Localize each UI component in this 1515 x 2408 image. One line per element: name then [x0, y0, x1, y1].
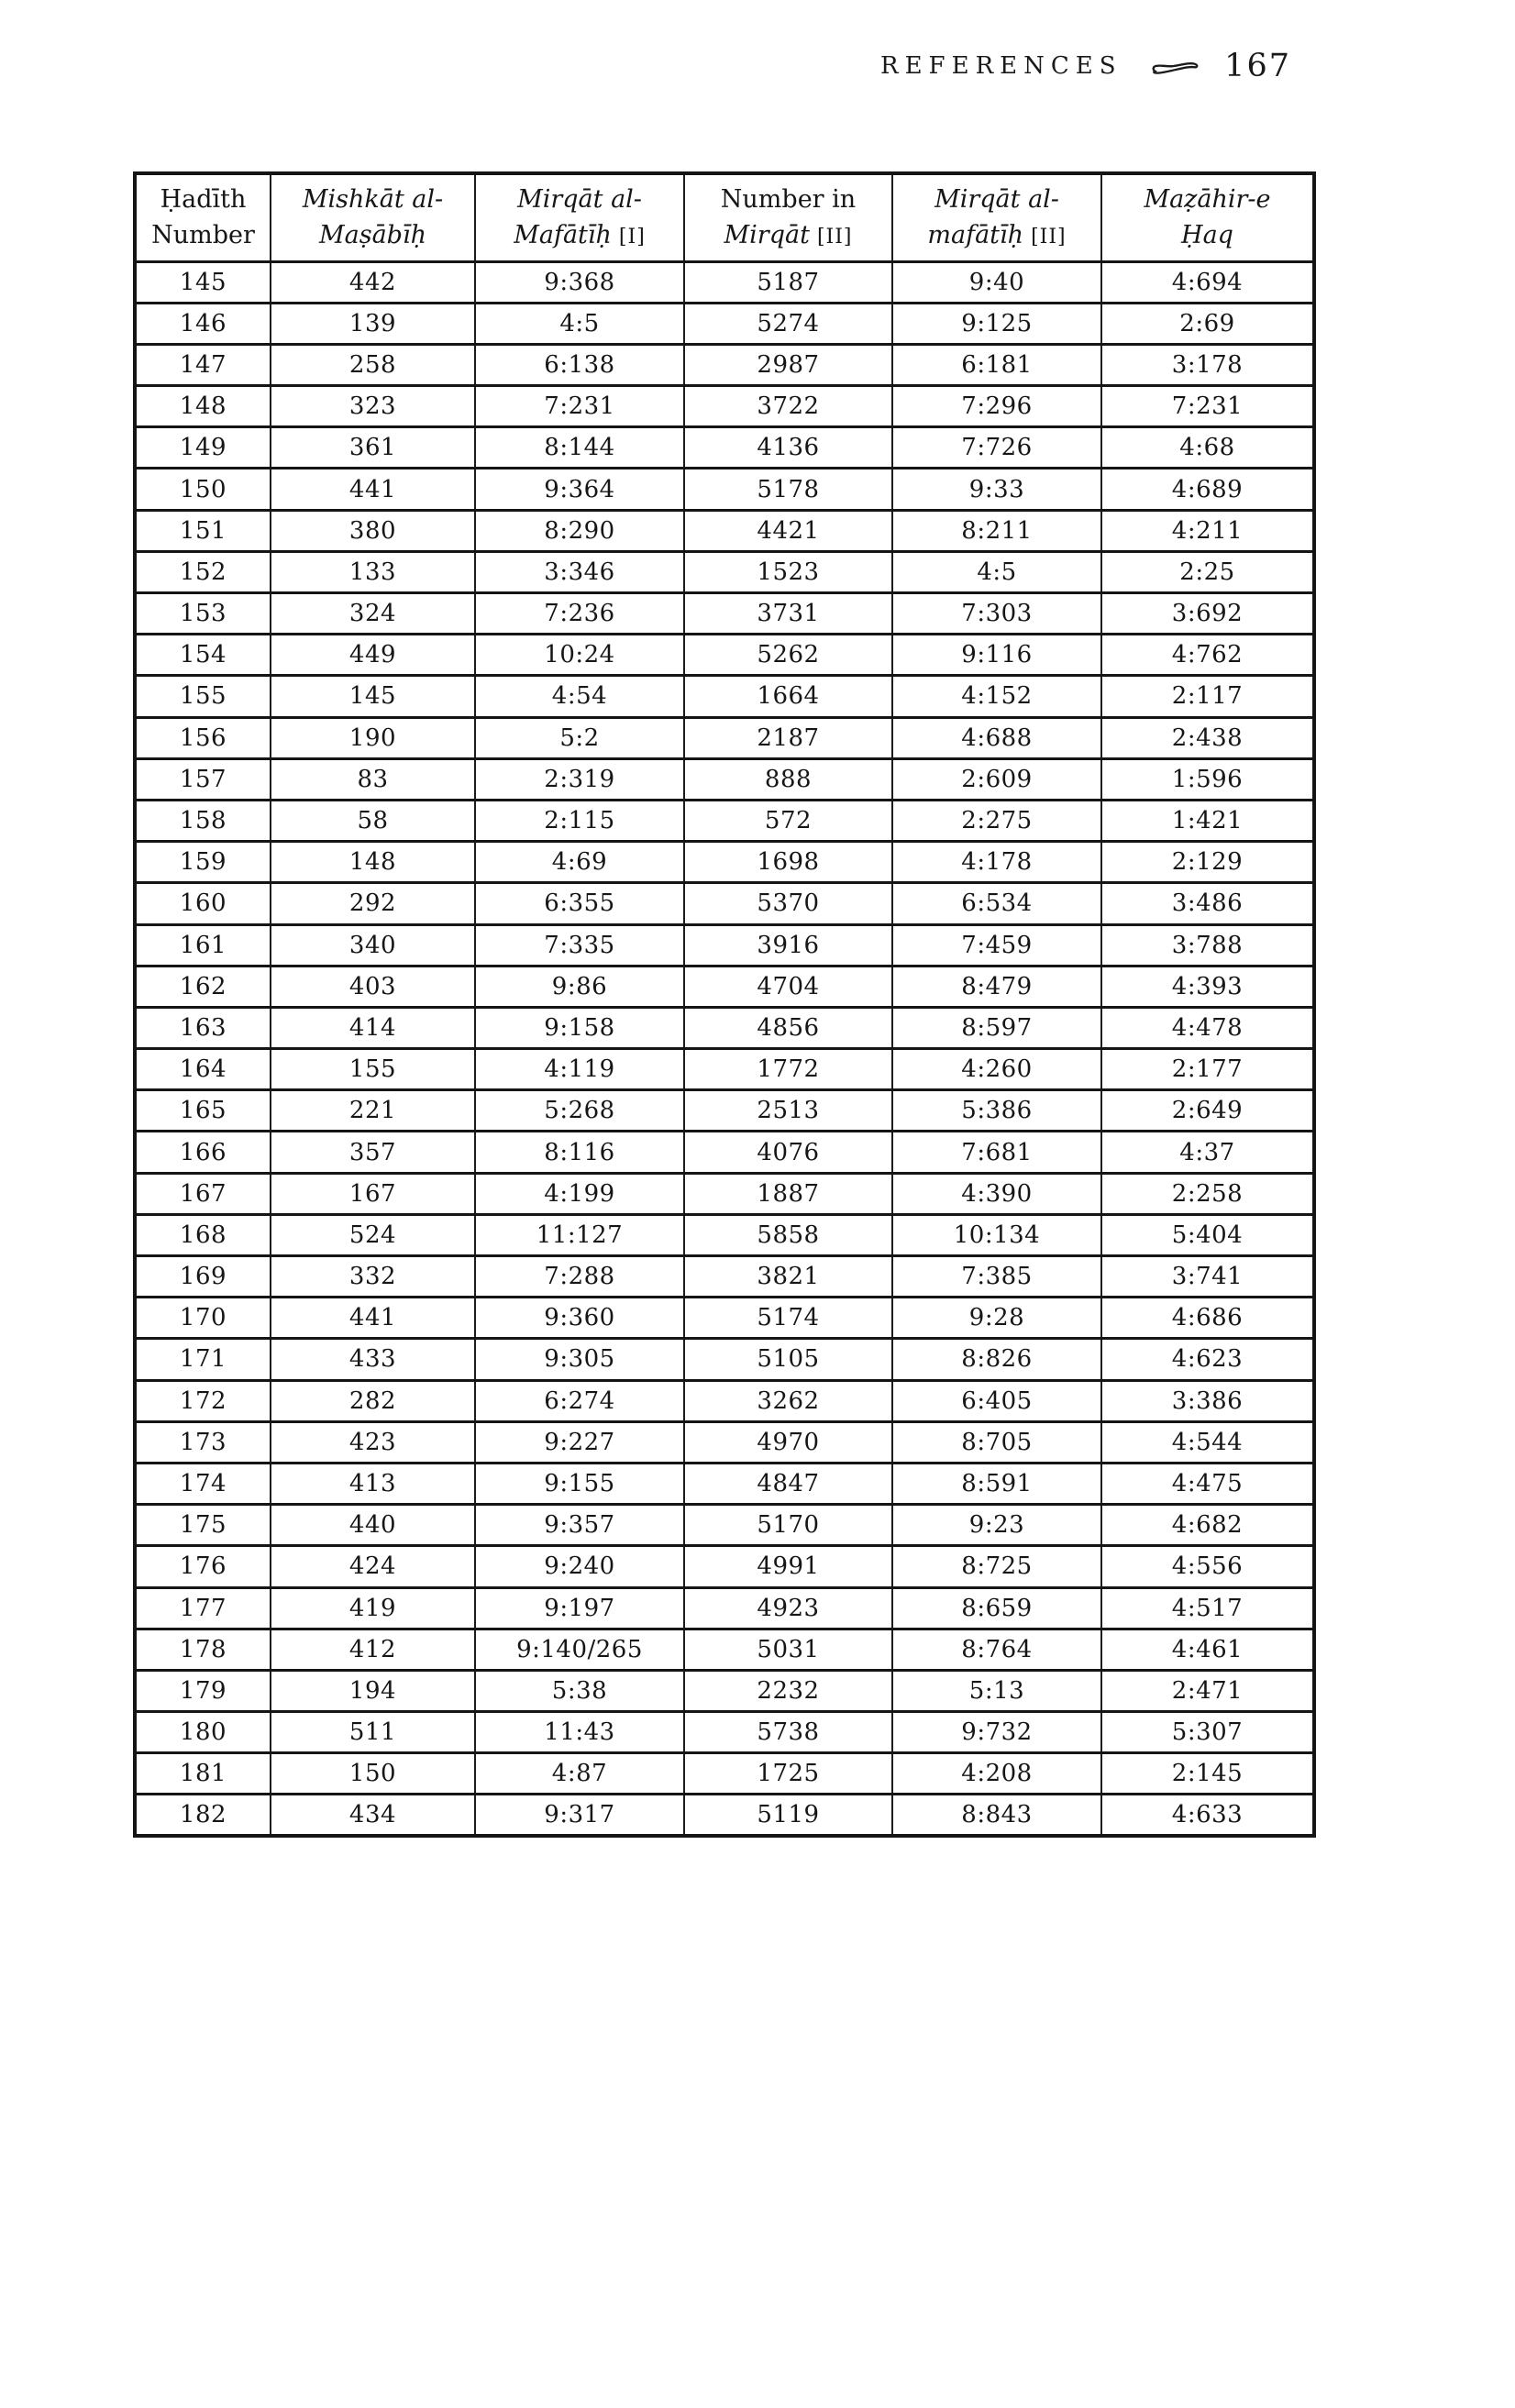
column-header-line: mafātīḥ	[927, 221, 1024, 250]
column-header-mazahir-e-haq	[1101, 173, 1314, 261]
table-row	[135, 510, 1314, 551]
cell-mirqat-al-mafatih-ii: 6:181	[892, 344, 1101, 385]
table-row	[135, 427, 1314, 469]
cell-mazahir-e-haq: 7:231	[1101, 386, 1314, 427]
table-row	[135, 1380, 1314, 1421]
cell-mazahir-e-haq: 3:178	[1101, 344, 1314, 385]
cell-mirqat-al-mafatih-i: 9:240	[475, 1546, 684, 1587]
table-row	[135, 1505, 1314, 1546]
cell-mazahir-e-haq: 4:211	[1101, 510, 1314, 551]
cell-mirqat-al-mafatih-i: 9:140/265	[475, 1629, 684, 1670]
cell-hadith-number: 145	[135, 261, 271, 303]
cell-mazahir-e-haq: 2:145	[1101, 1753, 1314, 1795]
cell-number-in-mirqat-ii: 5174	[684, 1298, 892, 1339]
cell-mazahir-e-haq: 2:25	[1101, 551, 1314, 592]
cell-mazahir-e-haq: 4:694	[1101, 261, 1314, 303]
cell-mirqat-al-mafatih-ii: 9:33	[892, 469, 1101, 510]
cell-mazahir-e-haq: 2:129	[1101, 842, 1314, 883]
cell-number-in-mirqat-ii: 4847	[684, 1463, 892, 1504]
cell-mazahir-e-haq: 4:393	[1101, 966, 1314, 1007]
cell-mirqat-al-mafatih-i: 9:158	[475, 1007, 684, 1048]
cell-hadith-number: 177	[135, 1587, 271, 1629]
table-row	[135, 469, 1314, 510]
cell-mazahir-e-haq: 2:471	[1101, 1670, 1314, 1711]
cell-hadith-number: 182	[135, 1795, 271, 1836]
header-row	[135, 173, 1314, 261]
cell-number-in-mirqat-ii: 888	[684, 758, 892, 800]
cell-mirqat-al-mafatih-ii: 8:843	[892, 1795, 1101, 1836]
cell-number-in-mirqat-ii: 2987	[684, 344, 892, 385]
cell-mazahir-e-haq: 2:258	[1101, 1173, 1314, 1214]
cell-number-in-mirqat-ii: 4421	[684, 510, 892, 551]
cell-mirqat-al-mafatih-i: 9:305	[475, 1339, 684, 1380]
cell-mishkat-al-masabih: 332	[271, 1256, 475, 1298]
cell-hadith-number: 154	[135, 635, 271, 676]
cell-mazahir-e-haq: 3:486	[1101, 883, 1314, 924]
cell-hadith-number: 159	[135, 842, 271, 883]
cell-mirqat-al-mafatih-ii: 2:275	[892, 800, 1101, 841]
cell-mirqat-al-mafatih-ii: 9:116	[892, 635, 1101, 676]
table-row	[135, 676, 1314, 717]
cell-hadith-number: 153	[135, 593, 271, 635]
volume-bracket: [I]	[618, 226, 646, 249]
cell-mishkat-al-masabih: 412	[271, 1629, 475, 1670]
cell-hadith-number: 181	[135, 1753, 271, 1795]
cell-hadith-number: 169	[135, 1256, 271, 1298]
cell-number-in-mirqat-ii: 5178	[684, 469, 892, 510]
cell-mirqat-al-mafatih-i: 6:355	[475, 883, 684, 924]
cell-hadith-number: 172	[135, 1380, 271, 1421]
cell-number-in-mirqat-ii: 5170	[684, 1505, 892, 1546]
cell-hadith-number: 147	[135, 344, 271, 385]
cell-mirqat-al-mafatih-ii: 8:659	[892, 1587, 1101, 1629]
cell-hadith-number: 151	[135, 510, 271, 551]
cell-mirqat-al-mafatih-ii: 6:534	[892, 883, 1101, 924]
cell-mirqat-al-mafatih-i: 7:335	[475, 924, 684, 966]
cell-hadith-number: 150	[135, 469, 271, 510]
cell-mirqat-al-mafatih-i: 4:5	[475, 303, 684, 344]
table-row	[135, 1173, 1314, 1214]
cell-mishkat-al-masabih: 83	[271, 758, 475, 800]
cell-mirqat-al-mafatih-i: 9:317	[475, 1795, 684, 1836]
cell-hadith-number: 173	[135, 1421, 271, 1463]
cell-mazahir-e-haq: 1:421	[1101, 800, 1314, 841]
table-row	[135, 1753, 1314, 1795]
cell-mirqat-al-mafatih-i: 11:43	[475, 1712, 684, 1753]
column-header-mishkat-al-masabih	[271, 173, 475, 261]
table-row	[135, 883, 1314, 924]
cell-hadith-number: 174	[135, 1463, 271, 1504]
cell-mirqat-al-mafatih-i: 6:274	[475, 1380, 684, 1421]
table-row	[135, 924, 1314, 966]
cell-mazahir-e-haq: 4:478	[1101, 1007, 1314, 1048]
cell-mirqat-al-mafatih-i: 9:227	[475, 1421, 684, 1463]
cell-number-in-mirqat-ii: 1698	[684, 842, 892, 883]
column-header-line: Mishkāt al-	[302, 185, 444, 215]
cell-mirqat-al-mafatih-ii: 5:13	[892, 1670, 1101, 1711]
table-row	[135, 1670, 1314, 1711]
cell-mishkat-al-masabih: 380	[271, 510, 475, 551]
table-row	[135, 1132, 1314, 1173]
cell-mazahir-e-haq: 3:741	[1101, 1256, 1314, 1298]
cell-hadith-number: 155	[135, 676, 271, 717]
cell-number-in-mirqat-ii: 1725	[684, 1753, 892, 1795]
swash-ornament-icon	[1145, 57, 1201, 81]
cell-mishkat-al-masabih: 361	[271, 427, 475, 469]
volume-bracket: [II]	[1031, 226, 1067, 249]
table-row	[135, 1546, 1314, 1587]
cell-number-in-mirqat-ii: 5119	[684, 1795, 892, 1836]
cell-number-in-mirqat-ii: 4991	[684, 1546, 892, 1587]
table-row	[135, 1795, 1314, 1836]
cell-mirqat-al-mafatih-i: 5:268	[475, 1090, 684, 1132]
cell-hadith-number: 168	[135, 1214, 271, 1255]
cell-hadith-number: 170	[135, 1298, 271, 1339]
cell-mazahir-e-haq: 5:307	[1101, 1712, 1314, 1753]
table-row	[135, 717, 1314, 758]
cell-number-in-mirqat-ii: 3722	[684, 386, 892, 427]
cell-number-in-mirqat-ii: 4923	[684, 1587, 892, 1629]
cell-mishkat-al-masabih: 433	[271, 1339, 475, 1380]
cell-mirqat-al-mafatih-i: 9:155	[475, 1463, 684, 1504]
cell-mirqat-al-mafatih-i: 9:360	[475, 1298, 684, 1339]
cell-mishkat-al-masabih: 441	[271, 1298, 475, 1339]
table-row	[135, 1090, 1314, 1132]
column-header-line: Mirqāt al-	[517, 185, 642, 215]
cell-mishkat-al-masabih: 357	[271, 1132, 475, 1173]
cell-mishkat-al-masabih: 190	[271, 717, 475, 758]
cell-mishkat-al-masabih: 150	[271, 1753, 475, 1795]
cell-mirqat-al-mafatih-ii: 4:152	[892, 676, 1101, 717]
cell-mirqat-al-mafatih-ii: 9:125	[892, 303, 1101, 344]
cell-number-in-mirqat-ii: 5370	[684, 883, 892, 924]
table-row	[135, 1049, 1314, 1090]
table-row	[135, 551, 1314, 592]
cell-number-in-mirqat-ii: 3731	[684, 593, 892, 635]
cell-mazahir-e-haq: 4:517	[1101, 1587, 1314, 1629]
cell-number-in-mirqat-ii: 4136	[684, 427, 892, 469]
cell-mazahir-e-haq: 4:475	[1101, 1463, 1314, 1504]
cell-mishkat-al-masabih: 403	[271, 966, 475, 1007]
page-number: 167	[1224, 48, 1291, 84]
cell-mirqat-al-mafatih-i: 7:288	[475, 1256, 684, 1298]
cell-number-in-mirqat-ii: 1664	[684, 676, 892, 717]
cell-mirqat-al-mafatih-i: 4:69	[475, 842, 684, 883]
cell-mirqat-al-mafatih-ii: 6:405	[892, 1380, 1101, 1421]
table-row	[135, 1256, 1314, 1298]
table-row	[135, 386, 1314, 427]
table-row	[135, 758, 1314, 800]
cell-hadith-number: 164	[135, 1049, 271, 1090]
cell-mishkat-al-masabih: 323	[271, 386, 475, 427]
cell-mazahir-e-haq: 2:438	[1101, 717, 1314, 758]
cell-mirqat-al-mafatih-i: 9:197	[475, 1587, 684, 1629]
column-header-line: Ḥadīth	[160, 185, 247, 215]
cell-mirqat-al-mafatih-ii: 4:390	[892, 1173, 1101, 1214]
cell-mirqat-al-mafatih-ii: 7:726	[892, 427, 1101, 469]
cell-mazahir-e-haq: 3:788	[1101, 924, 1314, 966]
cell-mazahir-e-haq: 4:689	[1101, 469, 1314, 510]
section-title: REFERENCES	[880, 52, 1122, 80]
table-row	[135, 635, 1314, 676]
cell-mazahir-e-haq: 4:633	[1101, 1795, 1314, 1836]
table-row	[135, 593, 1314, 635]
column-header-line: Mirqāt	[724, 221, 810, 250]
cell-number-in-mirqat-ii: 5187	[684, 261, 892, 303]
cell-mirqat-al-mafatih-ii: 8:597	[892, 1007, 1101, 1048]
cell-hadith-number: 148	[135, 386, 271, 427]
table-row	[135, 1214, 1314, 1255]
cell-mirqat-al-mafatih-ii: 4:688	[892, 717, 1101, 758]
cell-mishkat-al-masabih: 434	[271, 1795, 475, 1836]
column-header-line: Ḥaq	[1181, 221, 1233, 250]
cell-number-in-mirqat-ii: 4970	[684, 1421, 892, 1463]
cell-number-in-mirqat-ii: 572	[684, 800, 892, 841]
cell-number-in-mirqat-ii: 2513	[684, 1090, 892, 1132]
cell-hadith-number: 152	[135, 551, 271, 592]
cell-mirqat-al-mafatih-i: 4:199	[475, 1173, 684, 1214]
cell-mirqat-al-mafatih-i: 5:2	[475, 717, 684, 758]
cell-mirqat-al-mafatih-ii: 9:23	[892, 1505, 1101, 1546]
table-row	[135, 1463, 1314, 1504]
cell-mazahir-e-haq: 4:556	[1101, 1546, 1314, 1587]
cell-hadith-number: 180	[135, 1712, 271, 1753]
cell-number-in-mirqat-ii: 5262	[684, 635, 892, 676]
cell-mishkat-al-masabih: 282	[271, 1380, 475, 1421]
cell-mirqat-al-mafatih-ii: 4:5	[892, 551, 1101, 592]
cell-mirqat-al-mafatih-ii: 7:459	[892, 924, 1101, 966]
cell-mazahir-e-haq: 1:596	[1101, 758, 1314, 800]
cell-hadith-number: 163	[135, 1007, 271, 1048]
cell-hadith-number: 149	[135, 427, 271, 469]
cell-mazahir-e-haq: 4:68	[1101, 427, 1314, 469]
cell-mishkat-al-masabih: 145	[271, 676, 475, 717]
cell-mirqat-al-mafatih-i: 4:87	[475, 1753, 684, 1795]
cell-number-in-mirqat-ii: 3916	[684, 924, 892, 966]
cell-hadith-number: 157	[135, 758, 271, 800]
cell-mirqat-al-mafatih-i: 11:127	[475, 1214, 684, 1255]
column-header-line: Mafātīḥ	[514, 221, 612, 250]
cell-hadith-number: 179	[135, 1670, 271, 1711]
cell-mishkat-al-masabih: 258	[271, 344, 475, 385]
cell-mirqat-al-mafatih-i: 8:144	[475, 427, 684, 469]
table-row	[135, 303, 1314, 344]
cell-mishkat-al-masabih: 194	[271, 1670, 475, 1711]
cell-mishkat-al-masabih: 340	[271, 924, 475, 966]
cell-hadith-number: 166	[135, 1132, 271, 1173]
cell-hadith-number: 176	[135, 1546, 271, 1587]
cell-mishkat-al-masabih: 413	[271, 1463, 475, 1504]
cell-mirqat-al-mafatih-ii: 8:211	[892, 510, 1101, 551]
table-row	[135, 800, 1314, 841]
cell-mirqat-al-mafatih-i: 9:357	[475, 1505, 684, 1546]
column-header-line: Mirqāt al-	[934, 185, 1059, 215]
cell-mirqat-al-mafatih-ii: 5:386	[892, 1090, 1101, 1132]
cell-mirqat-al-mafatih-ii: 8:591	[892, 1463, 1101, 1504]
cell-number-in-mirqat-ii: 1772	[684, 1049, 892, 1090]
cell-mirqat-al-mafatih-i: 3:346	[475, 551, 684, 592]
cell-mishkat-al-masabih: 511	[271, 1712, 475, 1753]
table-row	[135, 1712, 1314, 1753]
cell-mazahir-e-haq: 4:623	[1101, 1339, 1314, 1380]
cell-mishkat-al-masabih: 441	[271, 469, 475, 510]
cell-mishkat-al-masabih: 148	[271, 842, 475, 883]
cell-mirqat-al-mafatih-i: 4:119	[475, 1049, 684, 1090]
cell-mazahir-e-haq: 4:37	[1101, 1132, 1314, 1173]
cell-mishkat-al-masabih: 440	[271, 1505, 475, 1546]
cell-mishkat-al-masabih: 442	[271, 261, 475, 303]
cell-number-in-mirqat-ii: 1887	[684, 1173, 892, 1214]
column-header-mirqat-al-mafatih-ii	[892, 173, 1101, 261]
cell-mazahir-e-haq: 2:117	[1101, 676, 1314, 717]
table-row	[135, 1339, 1314, 1380]
table-row	[135, 344, 1314, 385]
cell-mirqat-al-mafatih-ii: 10:134	[892, 1214, 1101, 1255]
cell-mirqat-al-mafatih-ii: 9:28	[892, 1298, 1101, 1339]
cell-mazahir-e-haq: 4:762	[1101, 635, 1314, 676]
cell-hadith-number: 175	[135, 1505, 271, 1546]
cell-mirqat-al-mafatih-i: 2:115	[475, 800, 684, 841]
cell-mishkat-al-masabih: 419	[271, 1587, 475, 1629]
cell-mishkat-al-masabih: 449	[271, 635, 475, 676]
cell-mazahir-e-haq: 3:692	[1101, 593, 1314, 635]
running-header	[880, 48, 1291, 84]
cell-number-in-mirqat-ii: 3262	[684, 1380, 892, 1421]
cell-mishkat-al-masabih: 221	[271, 1090, 475, 1132]
cell-mishkat-al-masabih: 155	[271, 1049, 475, 1090]
cell-number-in-mirqat-ii: 5274	[684, 303, 892, 344]
cell-number-in-mirqat-ii: 5105	[684, 1339, 892, 1380]
cell-mazahir-e-haq: 2:177	[1101, 1049, 1314, 1090]
cell-number-in-mirqat-ii: 4856	[684, 1007, 892, 1048]
cell-mazahir-e-haq: 4:544	[1101, 1421, 1314, 1463]
cell-mirqat-al-mafatih-i: 9:368	[475, 261, 684, 303]
column-header-line: Maẓāhir-e	[1144, 185, 1271, 215]
cell-number-in-mirqat-ii: 2232	[684, 1670, 892, 1711]
cell-mishkat-al-masabih: 424	[271, 1546, 475, 1587]
table-body	[135, 261, 1314, 1836]
column-header-mirqat-al-mafatih-i	[475, 173, 684, 261]
cell-mirqat-al-mafatih-ii: 7:303	[892, 593, 1101, 635]
cell-mirqat-al-mafatih-i: 10:24	[475, 635, 684, 676]
table-row	[135, 1007, 1314, 1048]
references-table	[133, 171, 1316, 1838]
table-header	[135, 173, 1314, 261]
column-header-line: Number	[151, 221, 255, 250]
cell-hadith-number: 167	[135, 1173, 271, 1214]
cell-mirqat-al-mafatih-i: 2:319	[475, 758, 684, 800]
cell-mirqat-al-mafatih-i: 9:364	[475, 469, 684, 510]
table-row	[135, 1629, 1314, 1670]
cell-mazahir-e-haq: 4:682	[1101, 1505, 1314, 1546]
cell-mirqat-al-mafatih-ii: 7:681	[892, 1132, 1101, 1173]
cell-mirqat-al-mafatih-i: 7:236	[475, 593, 684, 635]
cell-mirqat-al-mafatih-i: 8:290	[475, 510, 684, 551]
table-row	[135, 1298, 1314, 1339]
cell-mishkat-al-masabih: 524	[271, 1214, 475, 1255]
cell-mirqat-al-mafatih-ii: 4:208	[892, 1753, 1101, 1795]
cell-hadith-number: 158	[135, 800, 271, 841]
cell-hadith-number: 171	[135, 1339, 271, 1380]
cell-mirqat-al-mafatih-ii: 9:732	[892, 1712, 1101, 1753]
cell-hadith-number: 165	[135, 1090, 271, 1132]
cell-mirqat-al-mafatih-ii: 8:826	[892, 1339, 1101, 1380]
cell-number-in-mirqat-ii: 2187	[684, 717, 892, 758]
cell-mishkat-al-masabih: 423	[271, 1421, 475, 1463]
cell-mazahir-e-haq: 4:686	[1101, 1298, 1314, 1339]
cell-mirqat-al-mafatih-i: 4:54	[475, 676, 684, 717]
column-header-line: Maṣābīḥ	[318, 221, 426, 250]
cell-number-in-mirqat-ii: 3821	[684, 1256, 892, 1298]
cell-hadith-number: 178	[135, 1629, 271, 1670]
cell-mirqat-al-mafatih-ii: 2:609	[892, 758, 1101, 800]
cell-number-in-mirqat-ii: 5738	[684, 1712, 892, 1753]
column-header-hadith-number	[135, 173, 271, 261]
cell-mazahir-e-haq: 4:461	[1101, 1629, 1314, 1670]
cell-mazahir-e-haq: 5:404	[1101, 1214, 1314, 1255]
cell-mirqat-al-mafatih-i: 6:138	[475, 344, 684, 385]
cell-mishkat-al-masabih: 133	[271, 551, 475, 592]
cell-mazahir-e-haq: 2:649	[1101, 1090, 1314, 1132]
cell-mirqat-al-mafatih-ii: 7:385	[892, 1256, 1101, 1298]
cell-hadith-number: 146	[135, 303, 271, 344]
cell-mirqat-al-mafatih-i: 5:38	[475, 1670, 684, 1711]
cell-mishkat-al-masabih: 58	[271, 800, 475, 841]
cell-mirqat-al-mafatih-ii: 8:479	[892, 966, 1101, 1007]
cell-mirqat-al-mafatih-ii: 9:40	[892, 261, 1101, 303]
cell-mishkat-al-masabih: 167	[271, 1173, 475, 1214]
cell-hadith-number: 160	[135, 883, 271, 924]
cell-mishkat-al-masabih: 292	[271, 883, 475, 924]
table-row	[135, 1587, 1314, 1629]
cell-hadith-number: 161	[135, 924, 271, 966]
cell-mirqat-al-mafatih-ii: 8:705	[892, 1421, 1101, 1463]
cell-number-in-mirqat-ii: 4076	[684, 1132, 892, 1173]
cell-mirqat-al-mafatih-i: 7:231	[475, 386, 684, 427]
cell-mirqat-al-mafatih-i: 8:116	[475, 1132, 684, 1173]
table-row	[135, 842, 1314, 883]
cell-mirqat-al-mafatih-ii: 4:178	[892, 842, 1101, 883]
cell-mishkat-al-masabih: 139	[271, 303, 475, 344]
cell-number-in-mirqat-ii: 1523	[684, 551, 892, 592]
cell-mazahir-e-haq: 3:386	[1101, 1380, 1314, 1421]
cell-hadith-number: 156	[135, 717, 271, 758]
cell-mirqat-al-mafatih-ii: 8:725	[892, 1546, 1101, 1587]
column-header-number-in-mirqat-ii	[684, 173, 892, 261]
column-header-line: Number in	[720, 185, 857, 215]
cell-hadith-number: 162	[135, 966, 271, 1007]
cell-mishkat-al-masabih: 414	[271, 1007, 475, 1048]
cell-mirqat-al-mafatih-ii: 7:296	[892, 386, 1101, 427]
cell-number-in-mirqat-ii: 5858	[684, 1214, 892, 1255]
cell-mazahir-e-haq: 2:69	[1101, 303, 1314, 344]
table-row	[135, 966, 1314, 1007]
cell-number-in-mirqat-ii: 5031	[684, 1629, 892, 1670]
table-row	[135, 1421, 1314, 1463]
volume-bracket: [II]	[816, 226, 853, 249]
cell-mirqat-al-mafatih-ii: 8:764	[892, 1629, 1101, 1670]
cell-mirqat-al-mafatih-i: 9:86	[475, 966, 684, 1007]
cell-mirqat-al-mafatih-ii: 4:260	[892, 1049, 1101, 1090]
table-row	[135, 261, 1314, 303]
cell-mishkat-al-masabih: 324	[271, 593, 475, 635]
cell-number-in-mirqat-ii: 4704	[684, 966, 892, 1007]
